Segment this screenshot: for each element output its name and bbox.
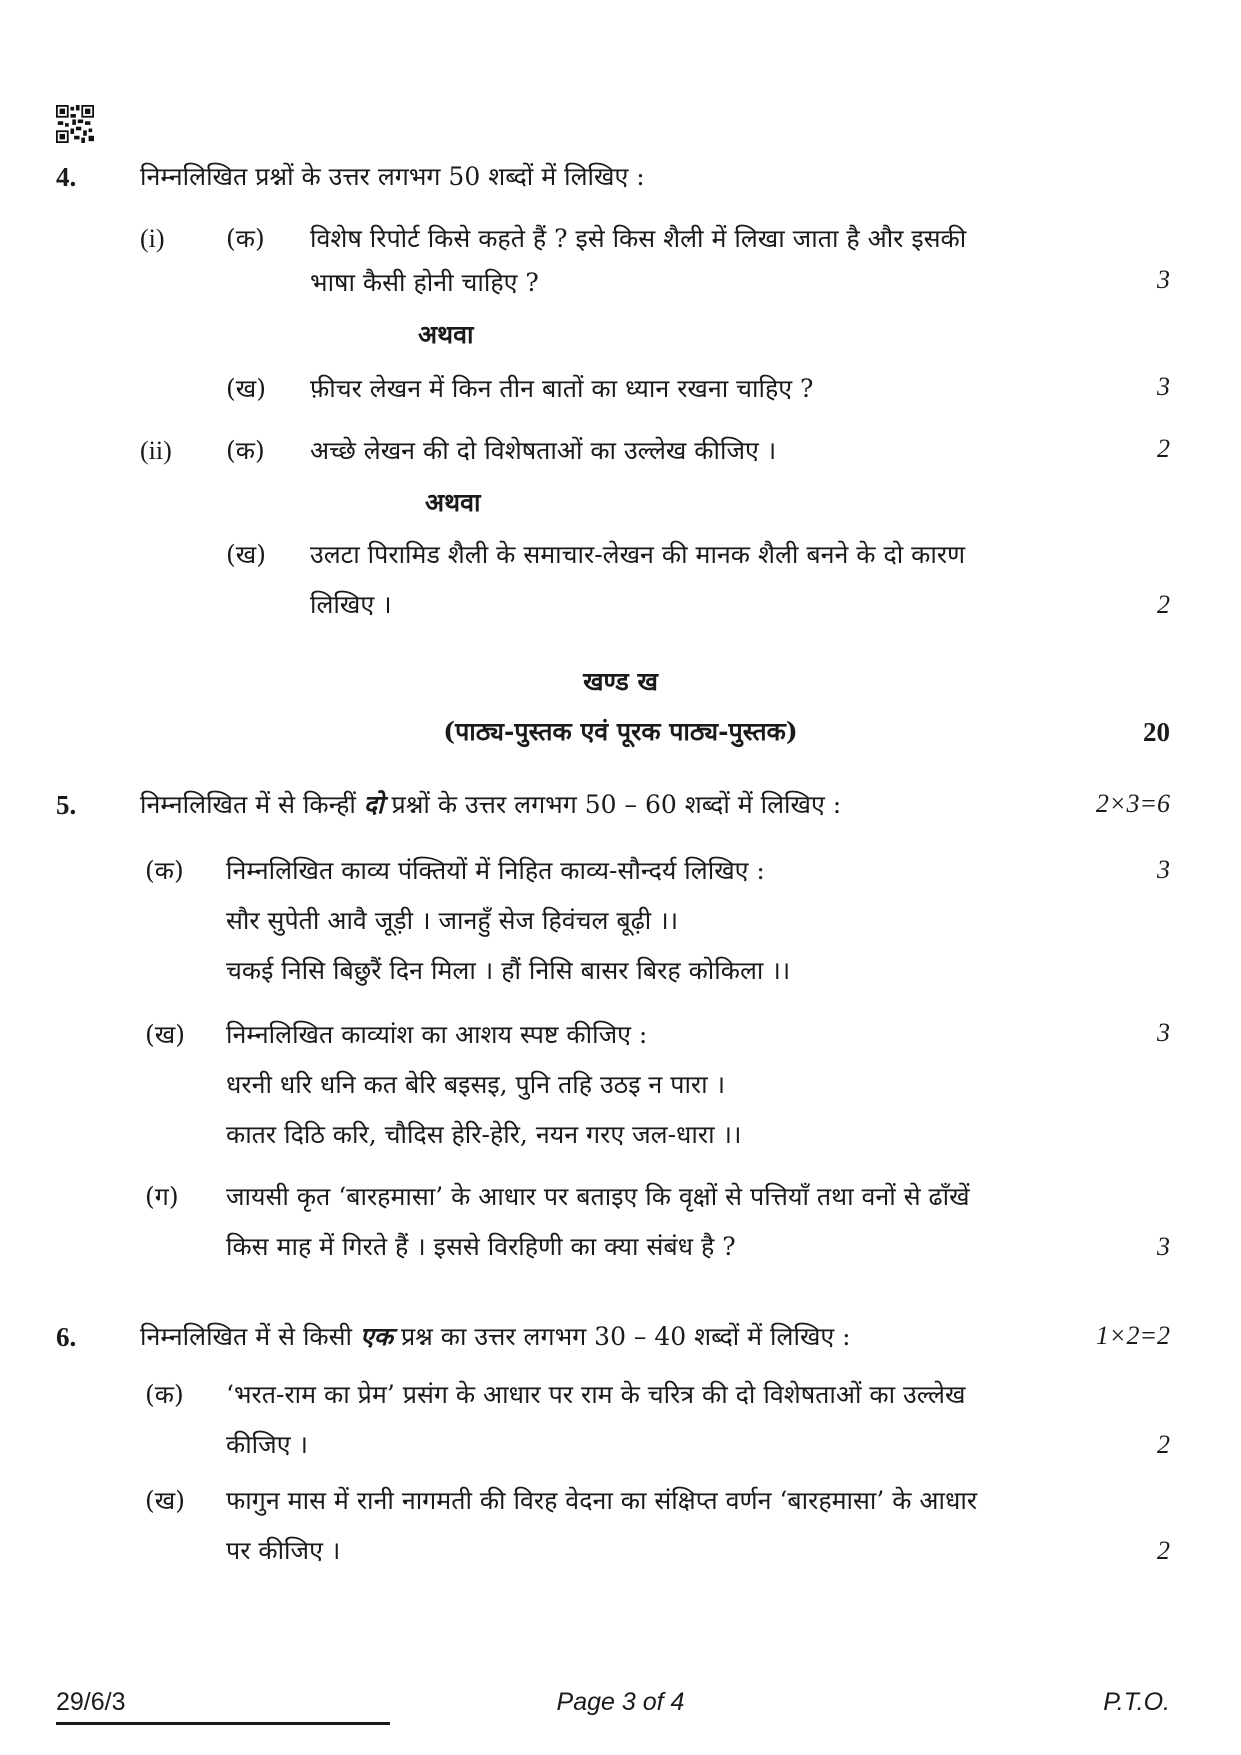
page-number: Page 3 of 4 — [556, 1688, 685, 1716]
question-text: जायसी कृत ‘बारहमासा’ के आधार पर बताइए कि वृक्षों से पत्तियाँ तथा वनों से ढाँखें — [226, 1182, 970, 1211]
marks: 3 — [1157, 1232, 1170, 1261]
marks: 3 — [1157, 1018, 1170, 1047]
section-subtitle: (पाठ्य-पुस्तक एवं पूरक पाठ्य-पुस्तक) — [443, 717, 798, 746]
or-divider: अथवा — [425, 488, 481, 517]
question-text: निम्नलिखित काव्य पंक्तियों में निहित काव्य-सौन्दर्य लिखिए : — [226, 856, 765, 885]
paper-code: 29/6/3 — [56, 1688, 126, 1716]
marks: 2 — [1157, 434, 1170, 463]
marks: 2 — [1157, 590, 1170, 619]
option-label: (क) — [226, 224, 265, 253]
option-label: (ख) — [226, 540, 266, 569]
footer-rule — [56, 1722, 390, 1725]
poem-line: सौर सुपेती आवै जूड़ी । जानहुँ सेज हिवंचल बूढ़ी ।। — [226, 906, 679, 935]
pto-label: P.T.O. — [1103, 1688, 1170, 1716]
question-text: लिखिए । — [310, 590, 392, 619]
poem-line: कातर दिठि करि, चौदिस हेरि-हेरि, नयन गरए जल-धारा ।। — [226, 1120, 742, 1149]
question-text: भाषा कैसी होनी चाहिए ? — [310, 268, 539, 297]
question-text: अच्छे लेखन की दो विशेषताओं का उल्लेख कीजिए । — [310, 436, 777, 465]
marks: 2 — [1157, 1430, 1170, 1459]
emphasis: एक — [359, 1322, 393, 1351]
marks: 3 — [1157, 372, 1170, 401]
option-label: (क) — [145, 1380, 184, 1409]
question-number: 4. — [56, 162, 77, 192]
qr-code-icon — [56, 105, 94, 143]
question-text: फ़ीचर लेखन में किन तीन बातों का ध्यान रखना चाहिए ? — [310, 374, 814, 403]
option-label: (ख) — [226, 374, 266, 403]
question-text: फागुन मास में रानी नागमती की विरह वेदना का संक्षिप्त वर्णन ‘बारहमासा’ के आधार — [226, 1486, 978, 1515]
question-text: पर कीजिए । — [226, 1536, 341, 1565]
marks: 2×3=6 — [1095, 789, 1170, 818]
marks: 2 — [1157, 1536, 1170, 1565]
poem-line: धरनी धरि धनि कत बेरि बइसइ, पुनि तहि उठइ न पारा । — [226, 1070, 726, 1099]
poem-line: चकई निसि बिछुरैं दिन मिला । हौं निसि बासर बिरह कोकिला ।। — [226, 956, 791, 985]
question-text: उलटा पिरामिड शैली के समाचार-लेखन की मानक शैली बनने के दो कारण — [310, 540, 966, 569]
question-number: 6. — [56, 1322, 77, 1352]
question-instruction: निम्नलिखित प्रश्नों के उत्तर लगभग 50 शब्दों में लिखिए : — [140, 162, 645, 191]
subpart-label: (i) — [140, 224, 165, 253]
option-label: (ग) — [145, 1182, 179, 1211]
question-text: ‘भरत-राम का प्रेम’ प्रसंग के आधार पर राम के चरित्र की दो विशेषताओं का उल्लेख — [226, 1380, 966, 1409]
question-instruction: निम्नलिखित में से किसी एक प्रश्न का उत्तर लगभग 30 – 40 शब्दों में लिखिए : — [140, 1322, 851, 1351]
marks: 1×2=2 — [1095, 1321, 1170, 1350]
option-label: (ख) — [145, 1020, 185, 1049]
marks: 3 — [1157, 855, 1170, 884]
question-text: किस माह में गिरते हैं । इससे विरहिणी का क्या संबंध है ? — [226, 1232, 736, 1261]
section-marks: 20 — [1143, 717, 1170, 747]
option-label: (क) — [226, 436, 265, 465]
emphasis: दो — [363, 790, 384, 819]
question-text: निम्नलिखित काव्यांश का आशय स्पष्ट कीजिए : — [226, 1020, 648, 1049]
or-divider: अथवा — [418, 320, 474, 349]
question-instruction: निम्नलिखित में से किन्हीं दो प्रश्नों के उत्तर लगभग 50 – 60 शब्दों में लिखिए : — [140, 790, 842, 819]
question-text: विशेष रिपोर्ट किसे कहते हैं ? इसे किस शैली में लिखा जाता है और इसकी — [310, 224, 967, 253]
subpart-label: (ii) — [140, 436, 172, 465]
section-title: खण्ड ख — [583, 667, 658, 696]
marks: 3 — [1157, 265, 1170, 294]
question-number: 5. — [56, 790, 77, 820]
question-text: कीजिए । — [226, 1430, 308, 1459]
option-label: (क) — [145, 856, 184, 885]
option-label: (ख) — [145, 1486, 185, 1515]
